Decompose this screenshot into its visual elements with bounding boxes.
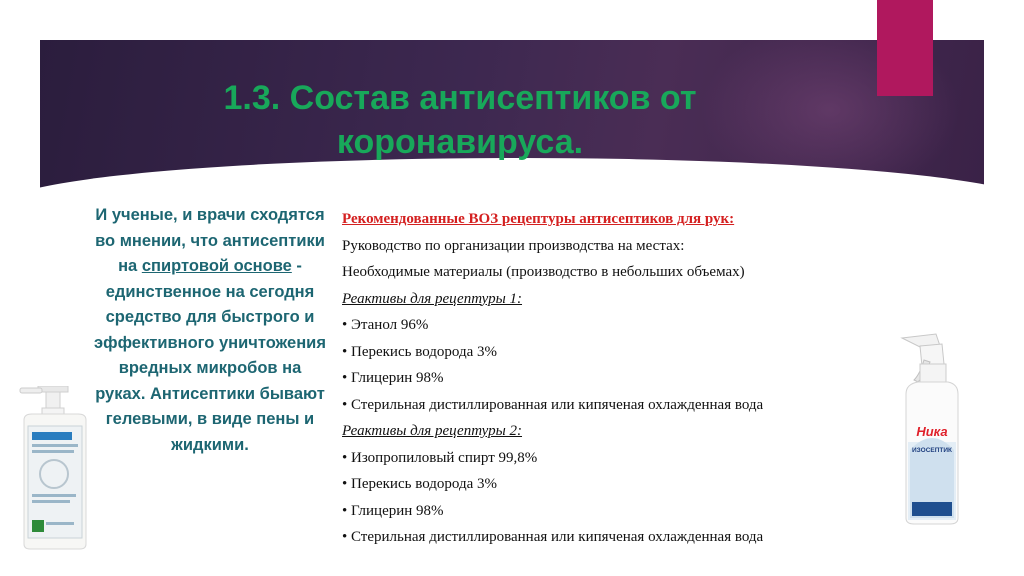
- intro-text: [92, 203, 328, 458]
- recipe-2-item: • Изопропиловый спирт 99,8%: [342, 449, 538, 466]
- recipe-1-item: • Этанол 96%: [342, 317, 429, 333]
- spray-bottle-icon: [892, 330, 964, 531]
- recipe-2-item: • Перекись водорода 3%: [342, 476, 497, 492]
- recipe-1-item: • Перекись водорода 3%: [342, 343, 497, 360]
- title-line-1: 1.3. Состав антисептиков от: [223, 79, 697, 117]
- spray-label: ИЗОСЕПТИК: [911, 447, 953, 454]
- spray-brand: Ника: [916, 424, 948, 439]
- recipe-2-item: • Глицерин 98%: [342, 502, 444, 519]
- recipe-1-title: Реактивы для рецептуры 1:: [342, 290, 523, 307]
- recipe-2-title: Реактивы для рецептуры 2:: [342, 423, 523, 439]
- recipe-1-item: • Стерильная дистиллированная или кипяченая охлажденная вода: [342, 396, 764, 413]
- recipes-block: [342, 206, 902, 551]
- intro-part-2: - единственное на сегодня средство для быстрого и эффективного уничтожения вредных микробов на руках. Антисептики бывают гелевыми, в виде пены и жидкими.: [94, 257, 326, 454]
- guide-line: Руководство по организации производства на местах:: [342, 237, 685, 254]
- intro-part-1: И ученые, и врачи сходятся во мнении, что антисептики на: [95, 206, 325, 275]
- pump-bottle-icon: [16, 386, 94, 555]
- slide-title: [150, 76, 770, 164]
- title-line-2: коронавируса.: [336, 123, 584, 161]
- accent-bar: [877, 0, 933, 96]
- recipe-1-item: • Глицерин 98%: [342, 370, 444, 386]
- materials-line: Необходимые материалы (производство в небольших объемах): [342, 264, 745, 280]
- intro-underlined: спиртовой основе: [141, 257, 292, 275]
- recipes-heading: Рекомендованные ВОЗ рецептуры антисептиков для рук:: [342, 211, 735, 227]
- recipe-2-item: • Стерильная дистиллированная или кипяченая охлажденная вода: [342, 529, 764, 545]
